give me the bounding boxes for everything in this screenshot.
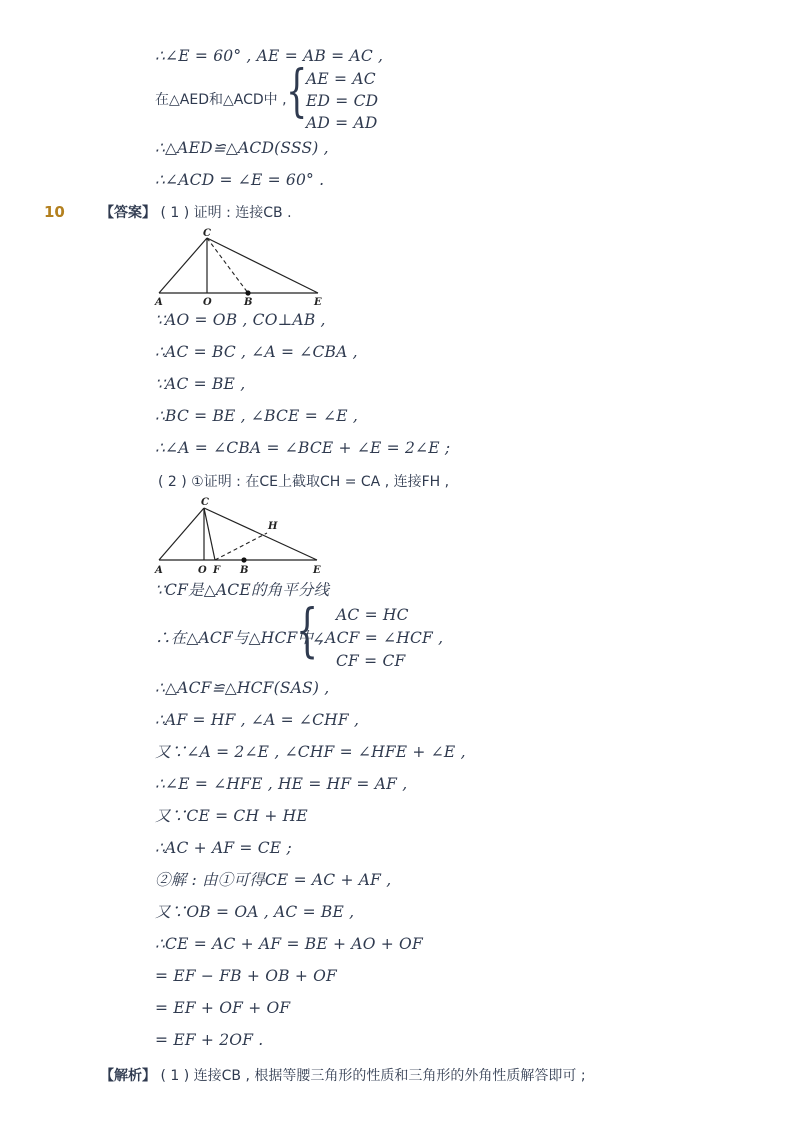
part1-line: ∴AC = BC , ∠A = ∠CBA , [155,343,358,361]
question-number: 10 [44,203,65,221]
part1-line: ∵AO = OB , CO⊥AB , [155,311,326,329]
geometry-figure-1 [150,228,330,310]
segment-CF [204,508,215,560]
part2-line: ∴∠E = ∠HFE , HE = HF = AF , [155,775,408,793]
label-B: B [244,297,253,308]
label-A: A [155,297,163,308]
geometry-figure-2 [150,496,330,578]
segment-CB-dashed [207,238,248,293]
system-row: ED = CD [306,92,379,110]
part2-line: ∴△ACF≌△HCF(SAS) , [155,679,330,697]
system-row: ∠ACF = ∠HCF , [312,629,444,647]
equation-system-1 [286,59,406,136]
label-O: O [198,565,207,576]
part2-line: ∵CF是△ACE的角平分线 [155,581,330,599]
part2-line: ∴AC + AF = CE ; [155,839,292,857]
label-C: C [203,228,211,239]
system-row: AE = AC [306,70,376,88]
part1-line: ∴BC = BE , ∠BCE = ∠E , [155,407,358,425]
segment-CE [204,508,317,560]
point-B [241,557,246,562]
part1-line: ∴∠A = ∠CBA = ∠BCE + ∠E = 2∠E ; [155,439,451,457]
segment-AC [159,238,207,293]
prev-line-3: ∴△AED≌△ACD(SSS) , [155,139,329,157]
label-E: E [314,297,322,308]
equation-system-2 [296,596,466,675]
answer-header [100,203,292,223]
segment-CE [207,238,318,293]
part2-heading: ( 2 ) ①证明 : 在CE上截取CH = CA , 连接FH , [158,474,450,490]
segment-AC [159,508,204,560]
label-B: B [240,565,249,576]
analysis-tag: 【解析】 [100,1068,156,1084]
label-E: E [313,565,321,576]
left-brace: { [296,596,319,664]
label-H: H [268,521,278,532]
label-O: O [203,297,212,308]
system-row: AD = AD [306,114,378,132]
prev-line-2-prefix: 在△AED和△ACD中 , [155,92,287,108]
prev-line-1: ∴∠E = 60° , AE = AB = AC , [155,47,384,65]
label-A: A [155,565,163,576]
system-row: AC = HC [336,606,409,624]
answer-tag: 【答案】 [100,205,156,221]
analysis-text: ( 1 ) 连接CB , 根据等腰三角形的性质和三角形的外角性质解答即可 ; [160,1068,586,1084]
part2-line: ②解 : 由①可得CE = AC + AF , [155,871,392,889]
left-brace: { [286,59,308,124]
part2-line: = EF − FB + OB + OF [155,967,338,985]
prev-line-4: ∴∠ACD = ∠E = 60° . [155,171,325,189]
point-B [245,290,250,295]
part2-line: 又∵CE = CH + HE [155,807,308,825]
part1-line: ∵AC = BE , [155,375,246,393]
part2-system-prefix: ∴在△ACF与△HCF中 , [155,629,324,647]
analysis-row [100,1066,586,1086]
segment-FH-dashed [215,533,267,560]
label-C: C [201,497,209,508]
part2-line: ∴CE = AC + AF = BE + AO + OF [155,935,423,953]
part2-line: = EF + 2OF . [155,1031,264,1049]
part2-line: ∴AF = HF , ∠A = ∠CHF , [155,711,360,729]
label-F: F [213,565,221,576]
system-row: CF = CF [336,652,406,670]
part2-line: 又∵OB = OA , AC = BE , [155,903,355,921]
part1-heading: ( 1 ) 证明 : 连接CB . [160,205,292,221]
part2-line: 又∵∠A = 2∠E , ∠CHF = ∠HFE + ∠E , [155,743,466,761]
part2-line: = EF + OF + OF [155,999,291,1017]
